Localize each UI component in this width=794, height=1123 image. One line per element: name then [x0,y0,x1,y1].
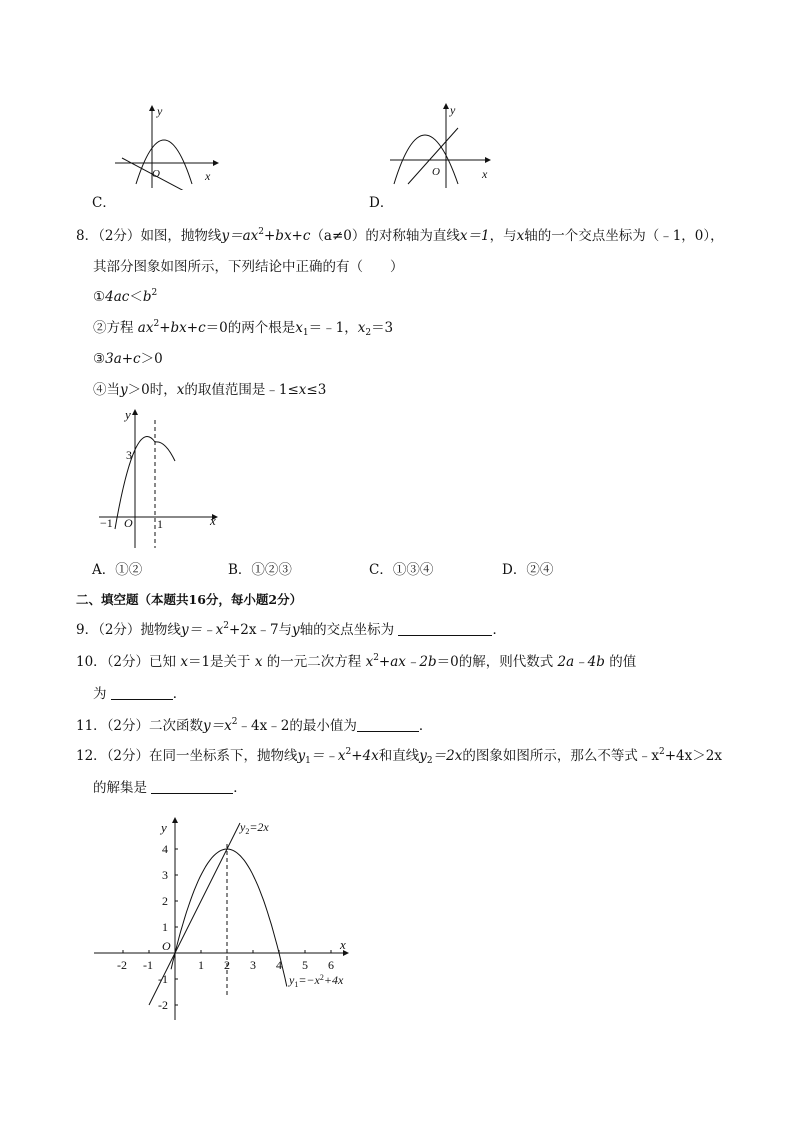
q12-y1eq: ＝﹣x [310,748,346,764]
q10-d: ＝0的解，则代数式 [436,654,554,670]
x-tick: 6 [328,958,334,972]
q8-points: （2分） [98,228,141,244]
q10-line2 [93,684,186,704]
q9-yy: y [292,622,300,638]
s4-y: y [120,382,128,398]
q12-b: 和直线 [378,748,420,764]
q12-c: 的图象如图所示，那么不等式﹣x [462,748,659,764]
opt-d-label: D． [502,562,527,578]
q7-option-c: C． [92,195,116,211]
s2-mark: ② [93,320,107,336]
q9-eq2: +2x﹣7与 [228,622,293,638]
graph-d-x-label: x [482,167,488,181]
q12-points: （2分） [106,748,150,764]
s3-op: ＞0 [140,351,163,367]
s1-rhs: b [142,289,152,305]
q12-y2eq: ＝2x [432,748,463,764]
q9-y: y [180,622,189,638]
q12-origin: O [162,939,171,953]
s2-x1v: ＝﹣1， [308,320,358,336]
q12-end: ． [233,780,247,796]
q9-points: （2分） [98,622,141,638]
s4-a: 当 [106,382,120,398]
q8-option-c[interactable] [369,560,433,580]
opt-a-label: A． [92,562,116,578]
x-tick: 3 [250,958,256,972]
q8-graph-label-3: 3 [126,448,132,462]
graph-c-origin: O [152,168,160,180]
q12-graph [90,812,370,1024]
x-tick: 2 [224,958,230,972]
q8-cond: （a≠0） [310,228,366,244]
q11-a: 二次函数 [149,718,204,734]
y-tick: -1 [158,972,168,986]
q8-statement-1: $①4ac<b^2$ [93,288,158,305]
q8-graph-x-label: x [210,513,216,528]
q12-line-label: $y_2=2x$ [240,820,269,836]
q12-answer-blank[interactable] [151,780,233,794]
q8-eq-rest: +bx+c [263,228,311,244]
y-tick: 1 [162,920,168,934]
q10-expr: 2a﹣4b [557,654,605,670]
q8-graph-origin: O [124,516,133,530]
y-tick: -2 [158,998,168,1012]
q12-number: 12． [76,748,107,764]
s4-x: x [176,382,185,398]
q12-c2: +4x＞2x [664,748,722,764]
q8-stem-c: ，与 [489,228,517,244]
q12-line1: 12．（2分）在同一坐标系下，抛物线$y_1=﹣x^2+4x$和直线$y_2=2x$的图象如图所示，那么不等式$﹣x^2+4x>2x$ [76,747,722,766]
s2-eq-rest: +bx+c [159,320,206,336]
q11-number: 11． [76,718,107,734]
y-tick: 2 [162,894,168,908]
s1-lhs: 4ac [105,289,130,305]
q8-eq-y: y [221,228,230,244]
q12-y1: y [297,748,306,764]
q12-y2: y [419,748,427,764]
q8-option-d[interactable] [502,560,553,580]
q10-a: 已知 [149,654,177,670]
q10-end: ． [172,686,187,702]
graph-d-origin: O [432,166,440,178]
q10-line2-text: 为 [93,686,107,702]
s4-d: ≤3 [306,382,327,398]
graph-d-y-label: y [450,103,456,117]
q8-axis-eq: x＝1 [459,228,490,244]
q10-b: ＝1是关于 [187,654,251,670]
q8-statement-4 [93,380,326,400]
s4-c: 的取值范围是﹣1≤ [184,382,299,398]
q12-y-ticks [158,842,168,1012]
q10-c: 的一元二次方程 [266,654,362,670]
s2-x2v: ＝3 [371,320,394,336]
s1-op: ＜ [129,289,143,305]
q11-answer-blank[interactable] [357,718,419,732]
q12-a: 在同一坐标系下，抛物线 [149,748,298,764]
graph-c-y-label: y [157,104,163,118]
q12-y1eq2: +4x [351,748,379,764]
q8-statement-2: ②方程 $ax^2+bx+c=0$的两个根是$x_1=﹣1$，$x_2=3$ [93,319,394,338]
q10-e: 的值 [609,654,637,670]
q11-end: ． [418,718,433,734]
q8-option-b[interactable] [228,560,292,580]
x-tick: -1 [143,958,153,972]
q8-eq-rhs: ＝ax [229,228,259,244]
s4-mark: ④ [93,382,107,398]
q12-x-label: x [340,937,346,952]
q10-line1: 10．（2分）已知 x＝1是关于 x 的一元二次方程 $x^2+ax﹣2b=0$的解，则代数式 2a﹣4b 的值 [76,653,637,670]
q10-answer-blank[interactable] [111,686,173,700]
q10-points: （2分） [106,654,150,670]
s3-expr: 3a+c [105,351,141,367]
s2-eq: ax [137,320,154,336]
q8-graph-y-label: y [125,407,131,422]
s3-mark: ③ [93,351,106,367]
q10-x2: x [254,654,263,670]
q10-x1: x [180,654,188,670]
q8-graph-label-1: 1 [157,517,163,531]
q7-option-d: D． [369,195,394,211]
q8-stem-d: 轴的一个交点坐标为（﹣1，0）， [524,228,724,244]
s4-b: ＞0时， [127,382,177,398]
s2-x1: x [295,320,303,336]
s2-a: 方程 [106,320,134,336]
q8-line1: 8．（2分）如图，抛物线$y=ax^2+bx+c(a\ne 0)$的对称轴为直线x＝1，与x轴的一个交点坐标为（﹣1，0）， [76,227,724,244]
q9-answer-blank[interactable] [398,622,492,636]
q11-points: （2分） [106,718,150,734]
q12-y-label: y [161,820,167,835]
q12-parabola-label: $y_1=-x^2+4x$ [289,973,344,989]
q9-number: 9． [76,622,99,638]
q7-graph-d [388,100,498,190]
q7-graph-c [110,100,230,190]
q9-end: ． [492,622,506,638]
s2-x2: x [357,320,366,336]
q12-line2 [93,778,247,798]
x-tick: 5 [302,958,308,972]
x-tick: 4 [276,958,282,972]
opt-d-text: ②④ [526,562,554,578]
q10-eq2: +ax﹣2b [378,654,437,670]
q11-line: 11．（2分）二次函数$y=x^2﹣4x﹣2$的最小值为 ． [76,717,433,734]
q8-statement-3 [93,349,163,369]
s4-xx: x [298,382,307,398]
q9-b: 轴的交点坐标为 [299,622,395,638]
q11-eq: ＝x [210,718,232,734]
q9-a: 抛物线 [140,622,181,638]
q8-stem-a: 如图，抛物线 [140,228,222,244]
q11-y: y [203,718,211,734]
s2-b: ＝0的两个根是 [205,320,296,336]
q11-eq2: ﹣4x﹣2的最小值为 [237,718,357,734]
q9-line: 9．（2分）抛物线$y=﹣x^2+2x﹣7$与y轴的交点坐标为 ． [76,621,506,638]
q8-line2: 其部分图象如图所示，下列结论中正确的有（ ） [93,259,404,275]
q12-line2-text: 的解集是 [93,780,147,796]
q8-x-word: x [516,228,525,244]
x-tick: -2 [117,958,127,972]
y-tick: 3 [162,868,168,882]
q12-x-ticks [117,958,334,972]
q9-eq: ＝﹣x [188,622,224,638]
y-tick: 4 [162,842,168,856]
q8-graph [95,404,225,550]
q8-number: 8． [76,228,99,244]
q8-stem-b: 的对称轴为直线 [365,228,460,244]
q8-option-a[interactable] [92,560,142,580]
opt-c-label: C． [369,562,393,578]
s1-mark: ① [93,289,106,305]
section-title: 二、填空题（本题共16分，每小题2分） [76,592,303,607]
x-tick: 1 [198,958,204,972]
q10-eq: x [365,654,374,670]
opt-b-text: ①②③ [251,562,292,578]
q8-graph-label-neg1: −1 [100,516,113,530]
q10-number: 10． [76,654,107,670]
opt-c-text: ①③④ [392,562,434,578]
graph-c-x-label: x [205,169,211,183]
opt-b-label: B． [228,562,252,578]
opt-a-text: ①② [115,562,143,578]
